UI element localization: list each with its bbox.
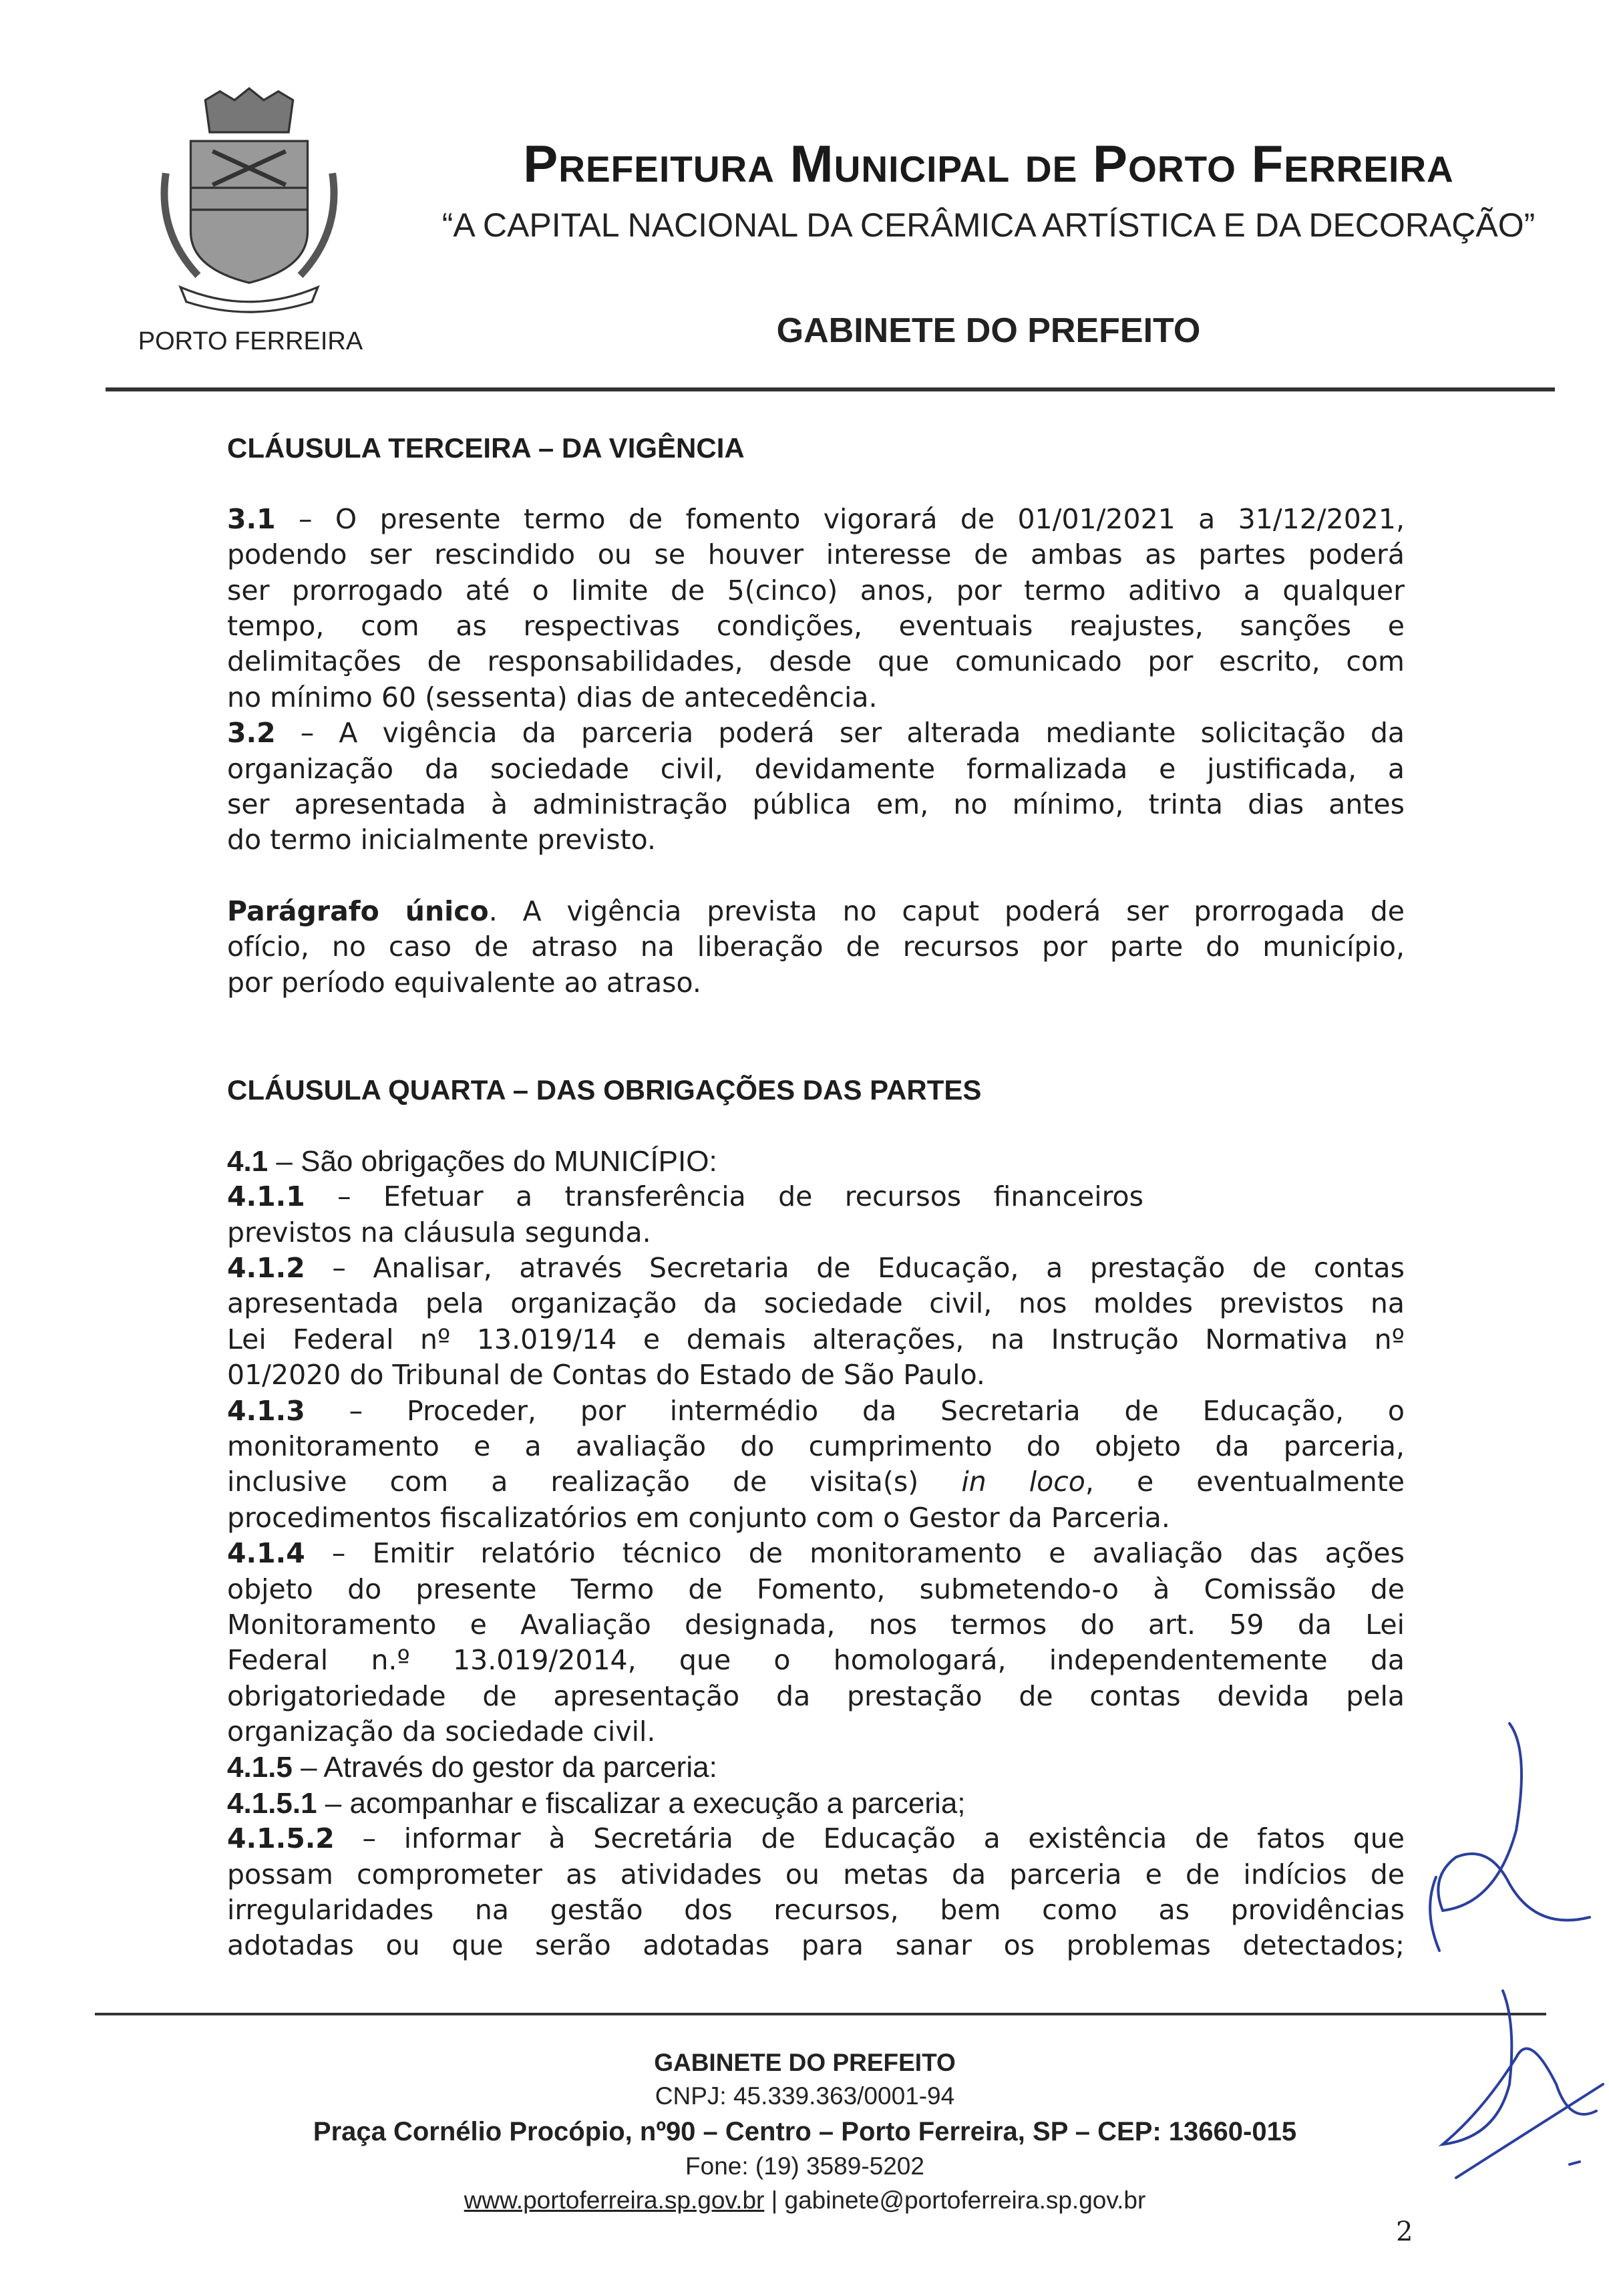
item-number: 3.1 xyxy=(227,502,276,535)
text-line xyxy=(227,1500,1405,1536)
text-segment: Monitoramento e Avaliação designada, nos termos do art. 59 da Lei xyxy=(227,1608,1405,1641)
blank-line xyxy=(227,858,1405,894)
municipality-title: Prefeitura Municipal de Porto Ferreira xyxy=(523,134,1454,193)
text-segment: objeto do presente Termo de Fomento, submetendo-o à Comissão de xyxy=(227,1573,1405,1605)
document-body xyxy=(227,430,1405,1964)
municipality-tagline: “A CAPITAL NACIONAL DA CERÂMICA ARTÍSTICA E DA DECORAÇÃO” xyxy=(441,206,1536,244)
italic-text: in loco xyxy=(961,1466,1085,1498)
text-line xyxy=(227,1251,1405,1286)
item-number: 4.1.5.1 xyxy=(227,1786,317,1820)
office-heading: GABINETE DO PREFEITO xyxy=(776,311,1201,350)
text-segment: monitoramento e a avaliação do cumprimento do objeto da parceria, xyxy=(227,1430,1405,1462)
text-segment: procedimentos fiscalizatórios em conjunto com o Gestor da Parceria. xyxy=(227,1501,1170,1534)
blank-line xyxy=(227,1037,1405,1072)
text-line xyxy=(227,1144,1405,1179)
item-number: 4.1.5 xyxy=(227,1751,293,1784)
text-segment: no mínimo 60 (sessenta) dias de antecedência. xyxy=(227,681,878,713)
text-line xyxy=(227,1786,1405,1821)
text-segment: CLÁUSULA QUARTA – DAS OBRIGAÇÕES DAS PARTES xyxy=(227,1074,982,1106)
text-line xyxy=(227,965,1405,1001)
text-line xyxy=(227,1572,1405,1607)
text-line xyxy=(227,1643,1405,1678)
text-line xyxy=(227,1393,1405,1429)
text-segment: CLÁUSULA TERCEIRA – DA VIGÊNCIA xyxy=(227,432,745,464)
blank-line xyxy=(227,466,1405,501)
text-line xyxy=(227,1679,1405,1714)
text-segment: previstos na cláusula segunda. xyxy=(227,1216,651,1249)
text-segment: , e eventualmente xyxy=(1085,1466,1405,1498)
text-segment: 01/2020 do Tribunal de Contas do Estado de São Paulo. xyxy=(227,1359,985,1391)
footer-office: GABINETE DO PREFEITO xyxy=(654,2049,956,2076)
text-line xyxy=(227,787,1405,822)
text-line xyxy=(227,929,1405,965)
text-line xyxy=(227,1714,1405,1750)
text-segment: – Através do gestor da parceria: xyxy=(292,1751,717,1784)
text-segment: – São obrigações do MUNICÍPIO: xyxy=(268,1144,717,1178)
crest-label: PORTO FERREIRA xyxy=(138,327,363,355)
text-segment: – acompanhar e fiscalizar a execução a parceria; xyxy=(317,1786,966,1820)
text-line xyxy=(227,1322,1405,1357)
text-line xyxy=(227,1750,1405,1785)
text-segment: obrigatoriedade de apresentação da prestação de contas devida pela xyxy=(227,1679,1405,1712)
text-line xyxy=(227,1607,1405,1643)
text-segment: Federal n.º 13.019/2014, que o homologará, independentemente da xyxy=(227,1644,1405,1677)
blank-line xyxy=(227,1001,1405,1036)
clause-heading xyxy=(227,1072,1405,1108)
text-segment: podendo ser rescindido ou se houver interesse de ambas as partes poderá xyxy=(227,538,1405,571)
item-number: Parágrafo único xyxy=(227,895,489,928)
text-segment: ser prorrogado até o limite de 5(cinco) anos, por termo aditivo a qualquer xyxy=(227,574,1405,607)
text-line xyxy=(227,1893,1405,1928)
text-line xyxy=(227,1536,1405,1571)
text-segment: apresentada pela organização da sociedade civil, nos moldes previstos na xyxy=(227,1287,1405,1320)
text-segment: – O presente termo de fomento vigorará de 01/01/2021 a 31/12/2021, xyxy=(275,502,1405,535)
footer-divider xyxy=(95,2013,1546,2015)
item-number: 4.1.5.2 xyxy=(227,1822,335,1855)
municipal-crest-logo xyxy=(152,86,346,319)
item-number: 4.1.1 xyxy=(227,1180,305,1213)
text-line xyxy=(227,1179,1143,1214)
item-number: 4.1.2 xyxy=(227,1251,305,1284)
text-segment: organização da sociedade civil. xyxy=(227,1715,656,1748)
item-number: 4.1 xyxy=(227,1144,269,1178)
blank-line xyxy=(227,1108,1405,1143)
item-number: 4.1.4 xyxy=(227,1537,305,1570)
item-number: 3.2 xyxy=(227,717,276,750)
text-line xyxy=(227,573,1405,609)
text-segment: adotadas ou que serão adotadas para sanar os problemas detectados; xyxy=(227,1929,1405,1962)
text-segment: irregularidades na gestão dos recursos, bem como as providências xyxy=(227,1894,1405,1927)
text-segment: organização da sociedade civil, devidamente formalizada e justificada, a xyxy=(227,752,1405,785)
text-line xyxy=(227,715,1405,751)
text-segment: – informar à Secretária de Educação a existência de fatos que xyxy=(334,1822,1405,1855)
text-line xyxy=(227,1821,1405,1856)
email-address[interactable]: gabinete@portoferreira.sp.gov.br xyxy=(784,2186,1146,2214)
text-segment: – Proceder, por intermédio da Secretaria de Educação, o xyxy=(305,1394,1405,1427)
text-segment: delimitações de responsabilidades, desde que comunicado por escrito, com xyxy=(227,645,1405,678)
text-segment: – A vigência da parceria poderá ser alterada mediante solicitação da xyxy=(275,717,1405,750)
text-line xyxy=(227,644,1405,679)
text-segment: possam comprometer as atividades ou metas da parceria e de indícios de xyxy=(227,1858,1405,1891)
footer-address: Praça Cornélio Procópio, nº90 – Centro – Porto Ferreira, SP – CEP: 13660-015 xyxy=(313,2117,1297,2146)
text-segment: ser apresentada à administração pública em, no mínimo, trinta dias antes xyxy=(227,788,1405,820)
handwritten-signature xyxy=(1416,1710,1609,2218)
text-line xyxy=(227,1429,1405,1464)
footer-separator: | xyxy=(764,2186,785,2214)
text-segment: por período equivalente ao atraso. xyxy=(227,966,701,999)
text-segment: . A vigência prevista no caput poderá ser prorrogada de xyxy=(488,895,1405,928)
header-divider xyxy=(106,387,1555,391)
page-number: 2 xyxy=(1396,2217,1413,2247)
text-segment: – Emitir relatório técnico de monitoramento e avaliação das ações xyxy=(305,1537,1405,1570)
footer-contacts xyxy=(200,2184,1409,2217)
text-line xyxy=(227,680,1405,715)
text-segment: ofício, no caso de atraso na liberação de recursos por parte do município, xyxy=(227,931,1405,963)
text-line xyxy=(227,1857,1405,1893)
text-line xyxy=(227,894,1405,929)
text-line xyxy=(227,609,1405,644)
text-segment: inclusive com a realização de visita(s) xyxy=(227,1466,962,1498)
text-segment: Lei Federal nº 13.019/14 e demais alterações, na Instrução Normativa nº xyxy=(227,1323,1405,1355)
text-line xyxy=(227,1215,1405,1251)
text-segment: tempo, com as respectivas condições, eventuais reajustes, sanções e xyxy=(227,609,1405,642)
item-number: 4.1.3 xyxy=(227,1394,305,1427)
clause-heading xyxy=(227,430,1405,466)
text-line xyxy=(227,1286,1405,1321)
website-link[interactable]: www.portoferreira.sp.gov.br xyxy=(464,2186,765,2214)
text-line xyxy=(227,1357,1405,1393)
text-line xyxy=(227,1928,1405,1963)
text-segment: – Efetuar a transferência de recursos financeiros xyxy=(305,1180,1143,1213)
text-line xyxy=(227,822,1405,858)
text-line xyxy=(227,502,1405,537)
text-segment: do termo inicialmente previsto. xyxy=(227,824,657,856)
text-segment: – Analisar, através Secretaria de Educação, a prestação de contas xyxy=(305,1251,1405,1284)
footer-cnpj: CNPJ: 45.339.363/0001-94 xyxy=(655,2082,955,2110)
text-line xyxy=(227,752,1405,787)
text-line xyxy=(227,1464,1405,1500)
footer-phone: Fone: (19) 3589-5202 xyxy=(685,2152,924,2180)
text-line xyxy=(227,537,1405,572)
